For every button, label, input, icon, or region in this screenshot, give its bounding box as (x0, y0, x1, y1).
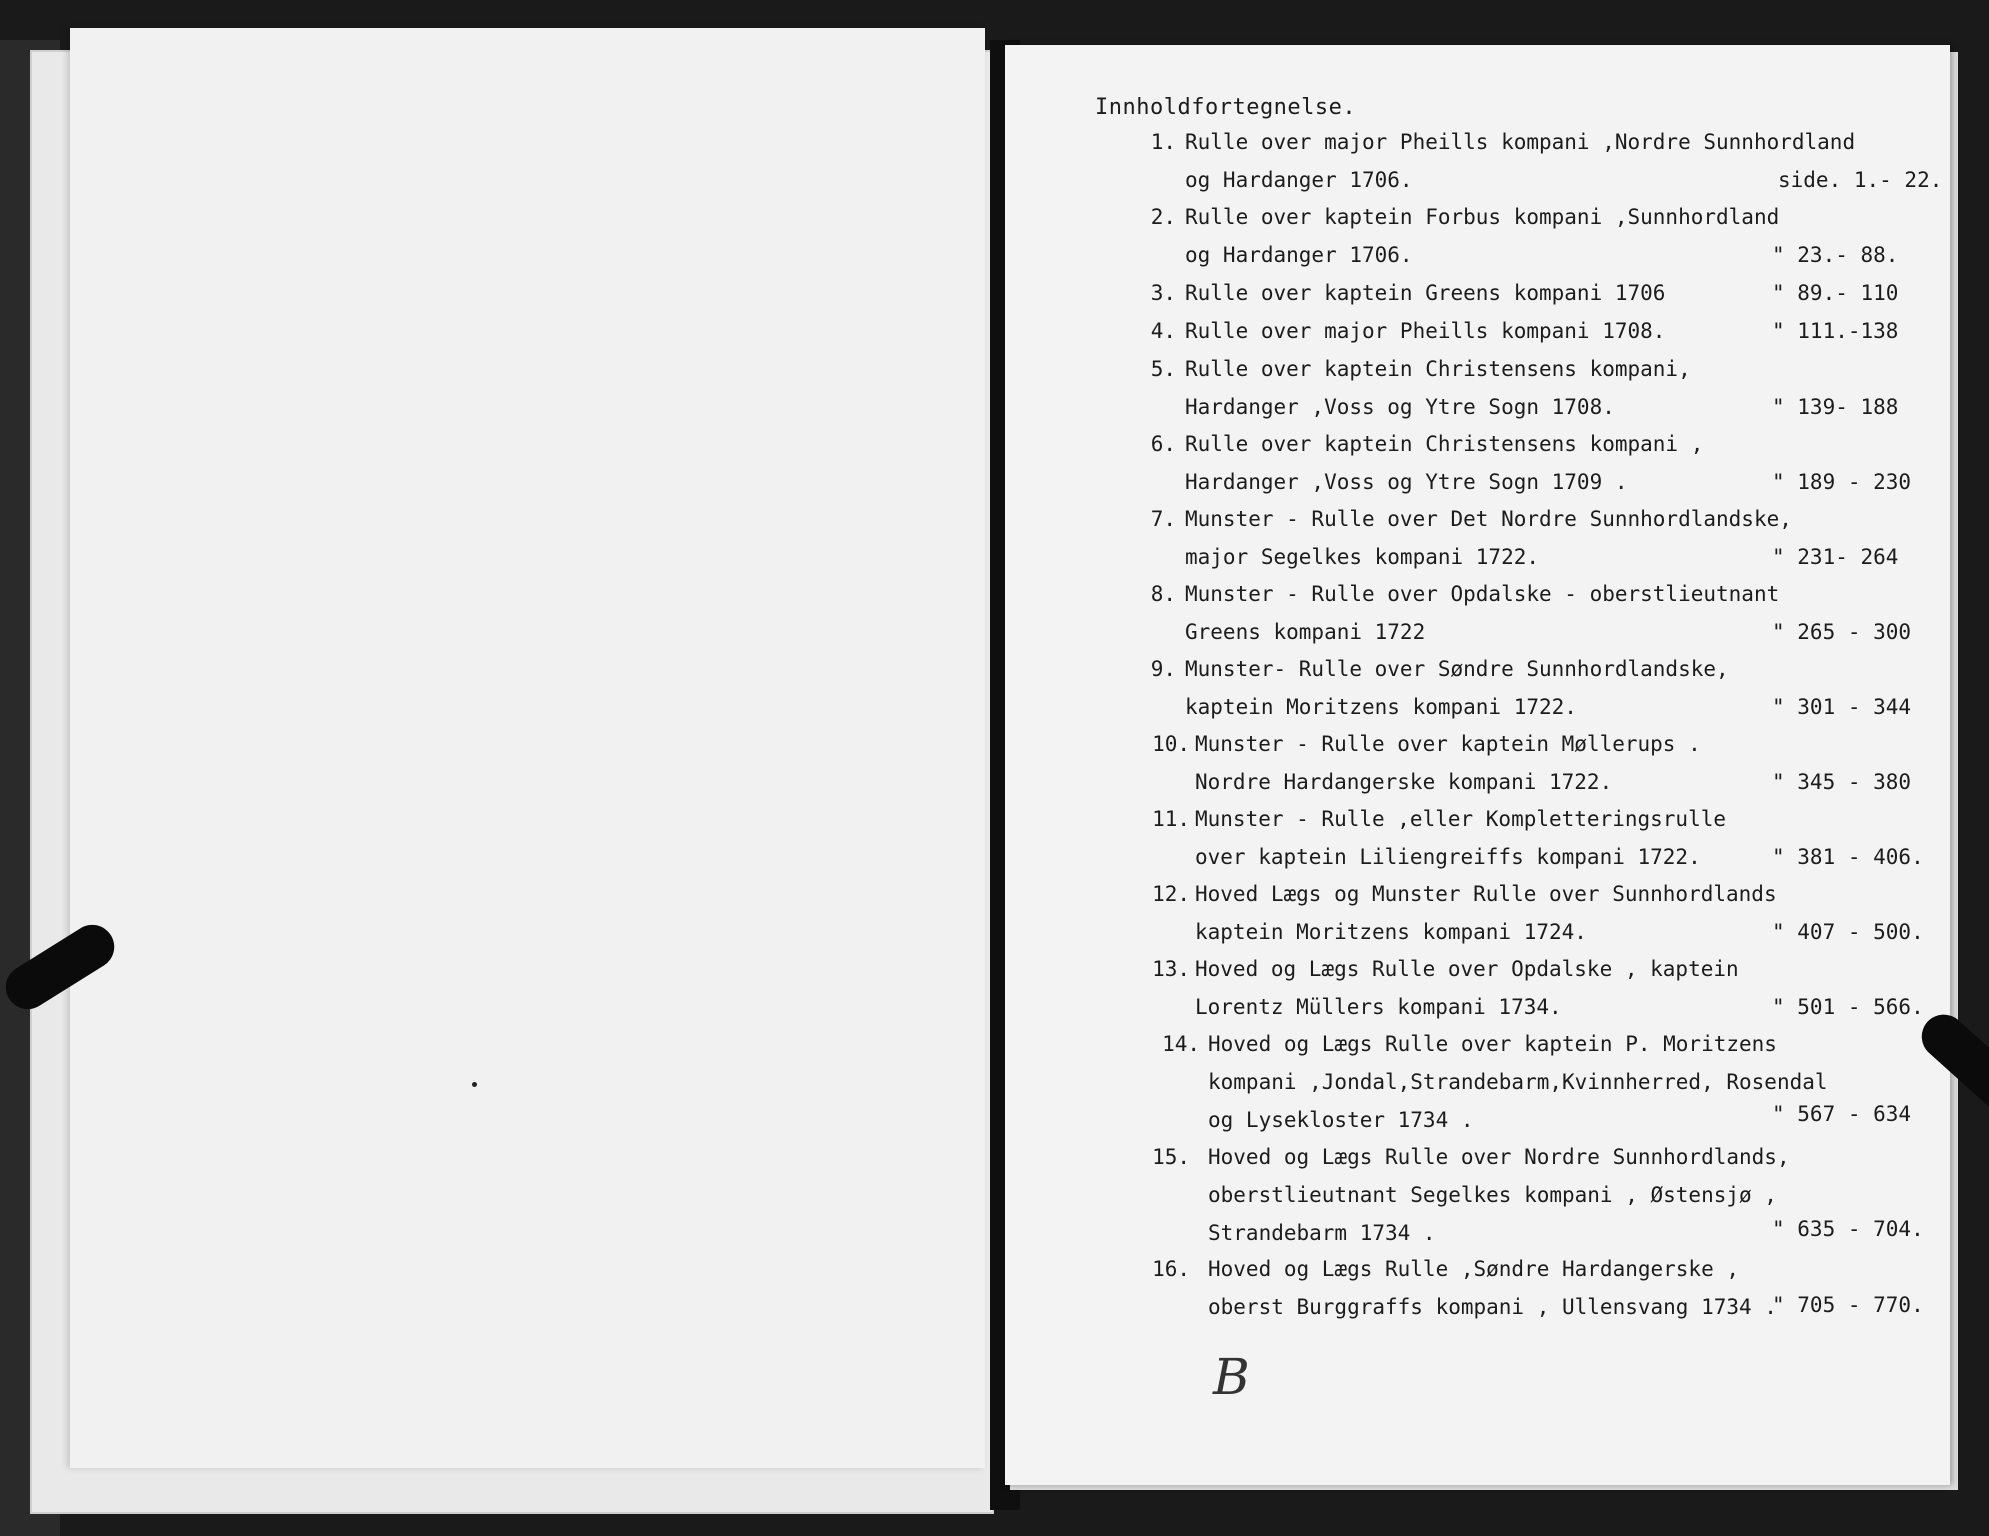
entry-line: Rulle over kaptein Forbus kompani ,Sunnhordland (1185, 205, 1780, 229)
entry-pages: " 265 - 300 (1772, 620, 1912, 644)
entry-line: Hoved og Lægs Rulle over kaptein P. Moritzens (1208, 1032, 1777, 1056)
entry-pages: " 301 - 344 (1772, 695, 1912, 719)
entry-line: og Lysekloster 1734 . (1208, 1108, 1474, 1132)
entry-number: 7. (1150, 507, 1176, 531)
entry-number: 13. (1152, 957, 1190, 981)
entry-line: Rulle over major Pheills kompani 1708. (1185, 319, 1666, 343)
entry-line: Munster - Rulle over kaptein Møllerups . (1195, 732, 1701, 756)
entry-line: Strandebarm 1734 . (1208, 1221, 1436, 1245)
entry-number: 12. (1152, 882, 1190, 906)
entry-line: kaptein Moritzens kompani 1722. (1185, 695, 1577, 719)
entry-line: og Hardanger 1706. (1185, 168, 1413, 192)
entry-line: Rulle over major Pheills kompani ,Nordre Sunnhordland (1185, 130, 1856, 154)
ink-dot (472, 1082, 477, 1087)
entry-number: 3. (1150, 281, 1176, 305)
entry-pages: " 189 - 230 (1772, 470, 1912, 494)
entry-line: Rulle over kaptein Christensens kompani , (1185, 432, 1704, 456)
entry-line: Munster - Rulle over Opdalske - oberstlieutnant (1185, 582, 1780, 606)
entry-pages: " 635 - 704. (1772, 1217, 1924, 1241)
entry-number: 1. (1150, 130, 1176, 154)
entry-line: Hoved og Lægs Rulle ,Søndre Hardangerske , (1208, 1257, 1740, 1281)
entry-number: 11. (1152, 807, 1190, 831)
entry-pages: " 23.- 88. (1772, 243, 1899, 267)
entry-number: 4. (1150, 319, 1176, 343)
handwritten-mark: B (1213, 1348, 1250, 1406)
entry-line: Munster- Rulle over Søndre Sunnhordlandske, (1185, 657, 1729, 681)
entry-line: over kaptein Liliengreiffs kompani 1722. (1195, 845, 1701, 869)
entry-pages: " 139- 188 (1772, 395, 1899, 419)
entry-number: 14. (1162, 1032, 1200, 1056)
entry-line: oberst Burggraffs kompani , Ullensvang 1734 . (1208, 1295, 1777, 1319)
entry-pages: " 111.-138 (1772, 319, 1899, 343)
entry-line: oberstlieutnant Segelkes kompani , Østensjø , (1208, 1183, 1777, 1207)
entry-number: 2. (1150, 205, 1176, 229)
entry-pages: side. 1.- 22. (1778, 168, 1943, 192)
entry-line: Greens kompani 1722 (1185, 620, 1426, 644)
entry-pages: " 89.- 110 (1772, 281, 1899, 305)
entry-line: Nordre Hardangerske kompani 1722. (1195, 770, 1613, 794)
entry-number: 6. (1150, 432, 1176, 456)
entry-line: Hoved og Lægs Rulle over Nordre Sunnhordlands, (1208, 1145, 1790, 1169)
left-page-blank (70, 28, 985, 1468)
toc-title: Innholdfortegnelse. (1095, 95, 1357, 120)
entry-line: Hardanger ,Voss og Ytre Sogn 1708. (1185, 395, 1615, 419)
entry-number: 9. (1150, 657, 1176, 681)
entry-number: 5. (1150, 357, 1176, 381)
entry-line: Lorentz Müllers kompani 1734. (1195, 995, 1562, 1019)
entry-line: Munster - Rulle over Det Nordre Sunnhordlandske, (1185, 507, 1792, 531)
entry-line: Hardanger ,Voss og Ytre Sogn 1709 . (1185, 470, 1628, 494)
entry-line: Rulle over kaptein Christensens kompani, (1185, 357, 1691, 381)
entry-pages: " 407 - 500. (1772, 920, 1924, 944)
entry-line: Rulle over kaptein Greens kompani 1706 (1185, 281, 1666, 305)
entry-pages: " 567 - 634 (1772, 1102, 1912, 1126)
entry-pages: " 381 - 406. (1772, 845, 1924, 869)
entry-pages: " 705 - 770. (1772, 1293, 1924, 1317)
entry-line: kompani ,Jondal,Strandebarm,Kvinnherred, Rosendal (1208, 1070, 1828, 1094)
entry-line: major Segelkes kompani 1722. (1185, 545, 1540, 569)
entry-pages: " 231- 264 (1772, 545, 1899, 569)
entry-pages: " 345 - 380 (1772, 770, 1912, 794)
entry-line: Hoved og Lægs Rulle over Opdalske , kaptein (1195, 957, 1739, 981)
entry-line: Munster - Rulle ,eller Kompletteringsrulle (1195, 807, 1727, 831)
entry-number: 15. (1152, 1145, 1190, 1169)
entry-line: kaptein Moritzens kompani 1724. (1195, 920, 1587, 944)
entry-line: Hoved Lægs og Munster Rulle over Sunnhordlands (1195, 882, 1777, 906)
entry-number: 8. (1150, 582, 1176, 606)
entry-number: 16. (1152, 1257, 1190, 1281)
entry-line: og Hardanger 1706. (1185, 243, 1413, 267)
entry-number: 10. (1152, 732, 1190, 756)
entry-pages: " 501 - 566. (1772, 995, 1924, 1019)
